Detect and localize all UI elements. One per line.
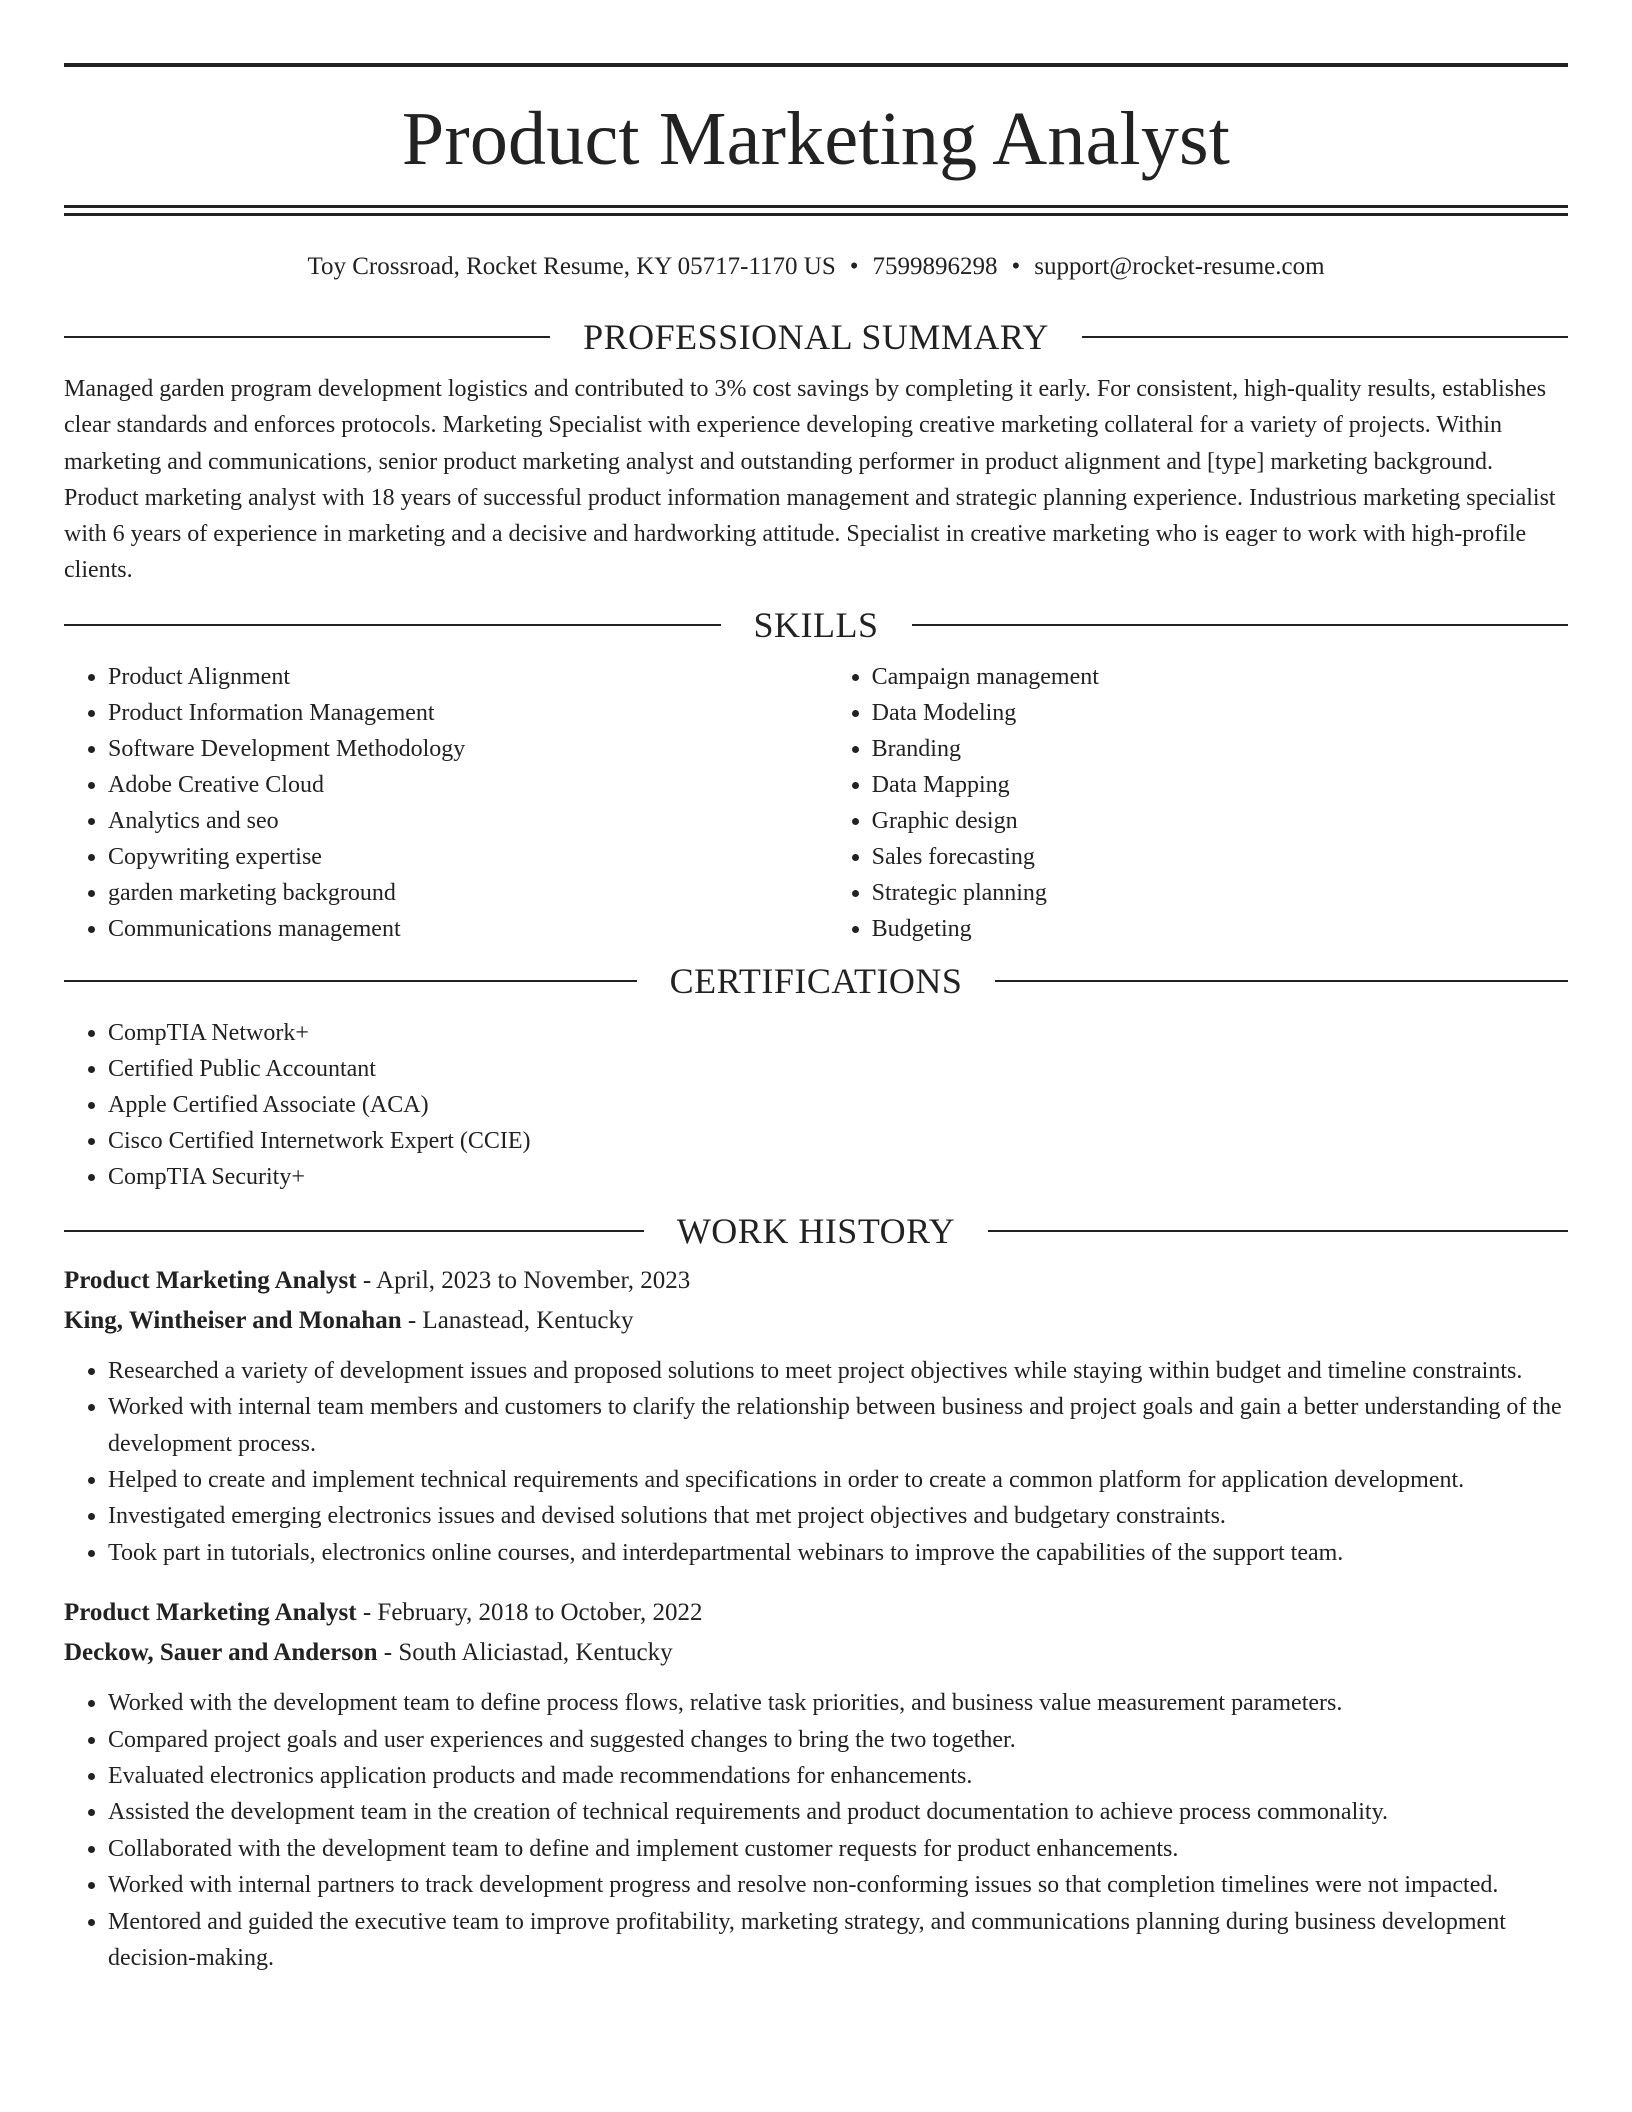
job-location: - Lanastead, Kentucky — [401, 1306, 634, 1334]
job-bullet: • Took part in tutorials, electronics online courses, and interdepartmental webinars to improve the capabilities of the support team. — [108, 1535, 1568, 1571]
certifications-heading — [64, 961, 1568, 1001]
job-company: King, Wintheiser and Monahan — [64, 1306, 402, 1334]
skill-item: • Product Information Management — [108, 695, 828, 731]
header-top-rule — [64, 63, 1568, 67]
job-location: - South Aliciastad, Kentucky — [377, 1639, 673, 1667]
job-company-line — [64, 1633, 1568, 1673]
job-bullet: • Researched a variety of development issues and proposed solutions to meet project objectives while staying within budget and timeline constraints. — [108, 1353, 1568, 1389]
contact-separator: • — [849, 253, 859, 280]
job-dates: - February, 2018 to October, 2022 — [356, 1599, 703, 1627]
skill-item: • Graphic design — [872, 803, 1568, 839]
job-entry — [64, 1261, 1568, 1571]
certification-item: • Apple Certified Associate (ACA) — [108, 1087, 1568, 1123]
certification-item: • CompTIA Network+ — [108, 1015, 1568, 1051]
summary-text: Managed garden program development logistics and contributed to 3% cost savings by completing it early. For consistent, high-quality results, establishes clear standards and enforces protocols. Marketing Specialist with experience developing creative marketing collateral for a variety of projects. Within marketing and communications, senior product marketing analyst and outstanding performer in product alignment and [type] marketing background. Product marketing analyst with 18 years of successful product information management and strategic planning experience. Industrious marketing specialist with 6 years of experience in marketing and a decisive and hardworking attitude. Specialist in creative marketing who is eager to work with high-profile clients. — [64, 376, 1556, 584]
job-bullet: • Investigated emerging electronics issues and devised solutions that met project objectives and budgetary constraints. — [108, 1498, 1568, 1534]
contact-separator: • — [1011, 253, 1021, 280]
resume-page — [64, 0, 1568, 1976]
job-bullet: • Assisted the development team in the creation of technical requirements and product documentation to achieve process commonality. — [108, 1794, 1568, 1830]
job-bullet: • Worked with the development team to define process flows, relative task priorities, and business value measurement parameters. — [108, 1685, 1568, 1721]
heading-rule — [64, 980, 637, 982]
skill-item: • Branding — [872, 731, 1568, 767]
header-double-rule — [64, 205, 1568, 216]
job-title-line — [64, 1593, 1568, 1633]
job-bullet: • Mentored and guided the executive team to improve profitability, marketing strategy, and communications planning during business development decision-making. — [108, 1904, 1568, 1977]
certifications-list — [64, 1015, 1568, 1195]
job-company: Deckow, Sauer and Anderson — [64, 1639, 378, 1667]
heading-rule — [988, 1230, 1568, 1232]
heading-rule — [1082, 336, 1568, 338]
skill-item: • garden marketing background — [108, 875, 828, 911]
skill-item: • Copywriting expertise — [108, 839, 828, 875]
job-title-line — [64, 1261, 1568, 1301]
job-company-line — [64, 1301, 1568, 1341]
work-heading — [64, 1211, 1568, 1251]
job-bullets — [64, 1685, 1568, 1976]
job-bullets — [64, 1353, 1568, 1571]
heading-rule — [912, 624, 1569, 626]
skill-item: • Data Mapping — [872, 767, 1568, 803]
heading-rule — [995, 980, 1568, 982]
job-bullet: • Compared project goals and user experiences and suggested changes to bring the two together. — [108, 1722, 1568, 1758]
skills-left-column — [64, 659, 828, 947]
work-title: WORK HISTORY — [676, 1210, 956, 1251]
skill-item: • Product Alignment — [108, 659, 828, 695]
contact-line — [64, 252, 1568, 282]
skills-title: SKILLS — [753, 604, 879, 645]
skill-item: • Software Development Methodology — [108, 731, 828, 767]
contact-email: support@rocket-resume.com — [1034, 253, 1325, 280]
skill-item: • Adobe Creative Cloud — [108, 767, 828, 803]
job-role: Product Marketing Analyst — [64, 1599, 357, 1627]
skill-item: • Sales forecasting — [872, 839, 1568, 875]
heading-rule — [64, 336, 550, 338]
certification-item: • Cisco Certified Internetwork Expert (CCIE) — [108, 1123, 1568, 1159]
certification-item: • CompTIA Security+ — [108, 1159, 1568, 1195]
skill-item: • Data Modeling — [872, 695, 1568, 731]
heading-rule — [64, 624, 721, 626]
skill-item: • Communications management — [108, 911, 828, 947]
skill-item: • Campaign management — [872, 659, 1568, 695]
skill-item: • Analytics and seo — [108, 803, 828, 839]
skills-list — [64, 659, 1568, 947]
contact-address: Toy Crossroad, Rocket Resume, KY 05717-1170 US — [307, 253, 836, 280]
job-bullet: • Helped to create and implement technical requirements and specifications in order to create a common platform for application development. — [108, 1462, 1568, 1498]
job-role: Product Marketing Analyst — [64, 1266, 357, 1294]
heading-rule — [64, 1230, 644, 1232]
skills-heading — [64, 605, 1568, 645]
job-dates: - April, 2023 to November, 2023 — [356, 1266, 691, 1294]
job-bullet: • Collaborated with the development team to define and implement customer requests for product enhancements. — [108, 1831, 1568, 1867]
job-bullet: • Worked with internal team members and customers to clarify the relationship between business and project goals and gain a better understanding of the development process. — [108, 1389, 1568, 1462]
job-bullet: • Worked with internal partners to track development progress and resolve non-conforming issues so that completion timelines were not impacted. — [108, 1867, 1568, 1903]
certifications-title: CERTIFICATIONS — [669, 960, 963, 1001]
job-bullet: • Evaluated electronics application products and made recommendations for enhancements. — [108, 1758, 1568, 1794]
resume-name: Product Marketing Analyst — [401, 97, 1231, 181]
skill-item: • Budgeting — [872, 911, 1568, 947]
job-entry — [64, 1593, 1568, 1976]
skills-right-column — [828, 659, 1568, 947]
skill-item: • Strategic planning — [872, 875, 1568, 911]
contact-phone: 7599896298 — [872, 253, 998, 280]
summary-heading — [64, 317, 1568, 357]
certification-item: • Certified Public Accountant — [108, 1051, 1568, 1087]
summary-title: PROFESSIONAL SUMMARY — [583, 317, 1049, 357]
work-history-list — [64, 1261, 1568, 1977]
